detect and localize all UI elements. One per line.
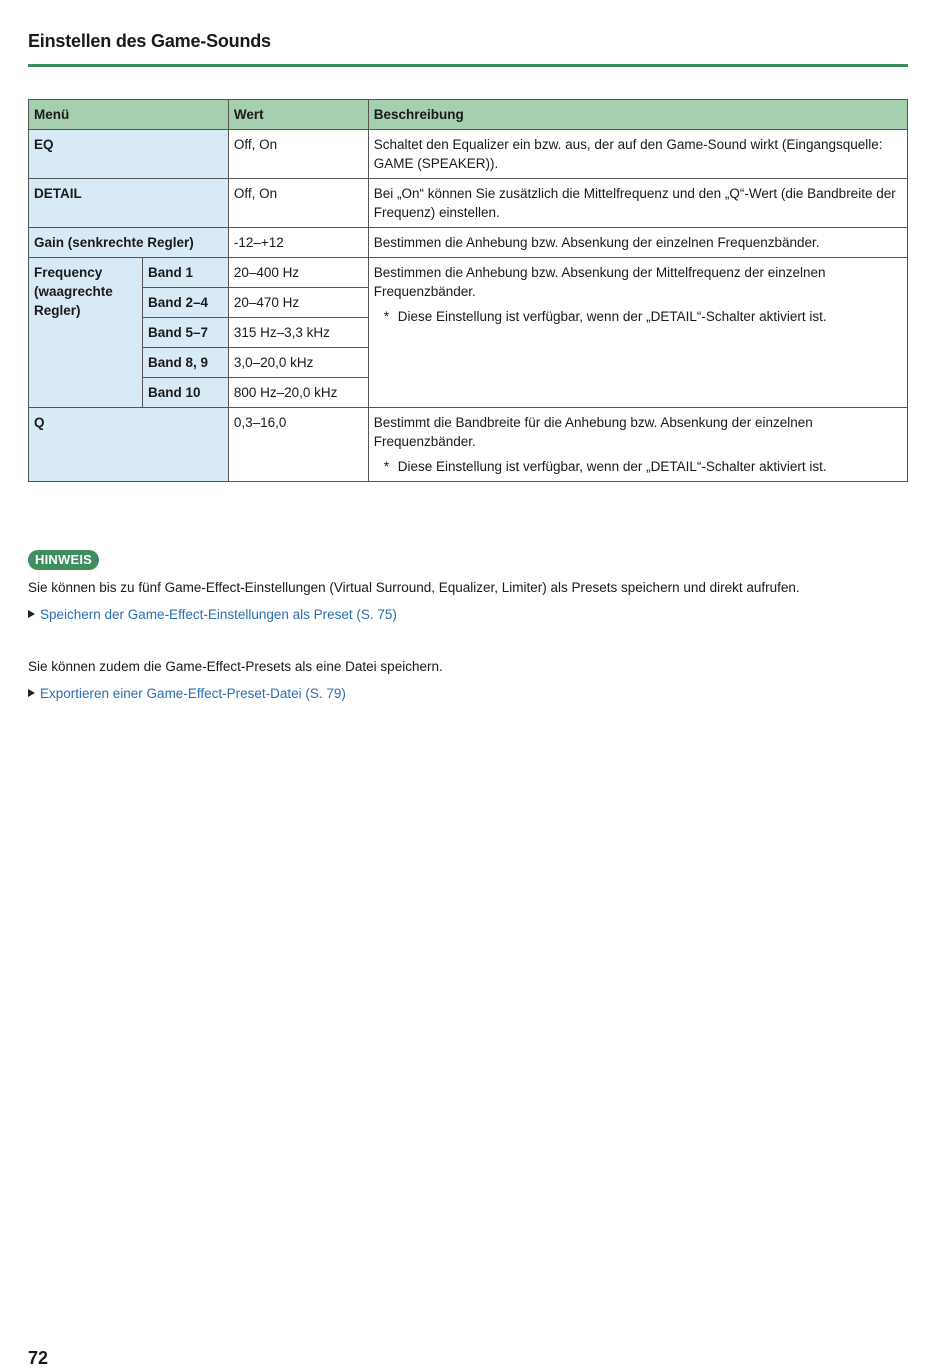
title-divider — [28, 64, 908, 67]
menu-cell-q: Q — [29, 408, 229, 482]
value-cell-gain: -12–+12 — [228, 228, 368, 258]
table-row-detail — [29, 179, 908, 228]
column-header-description: Beschreibung — [368, 100, 907, 130]
band-value-10: 800 Hz–20,0 kHz — [228, 378, 368, 408]
page-title: Einstellen des Game-Sounds — [28, 31, 271, 51]
band-label-1: Band 1 — [142, 258, 228, 288]
band-value-5-7: 315 Hz–3,3 kHz — [228, 318, 368, 348]
description-cell-detail: Bei „On“ können Sie zusätzlich die Mittelfrequenz und den „Q“-Wert (die Bandbreite der Frequenz) einstellen. — [368, 179, 907, 228]
note-asterisk: * — [383, 459, 389, 474]
arrow-right-icon — [28, 689, 35, 697]
band-value-2-4: 20–470 Hz — [228, 288, 368, 318]
frequency-note — [374, 307, 902, 326]
band-label-2-4: Band 2–4 — [142, 288, 228, 318]
hinweis-text-file: Sie können zudem die Game-Effect-Presets als eine Datei speichern. — [28, 659, 443, 674]
arrow-right-icon — [28, 610, 35, 618]
column-header-value: Wert — [228, 100, 368, 130]
link-line-export-preset — [28, 684, 346, 703]
value-cell-detail: Off, On — [228, 179, 368, 228]
note-asterisk: * — [383, 309, 389, 324]
description-cell-q — [368, 408, 907, 482]
q-note-text: Diese Einstellung ist verfügbar, wenn der „DETAIL“-Schalter aktiviert ist. — [397, 459, 827, 474]
link-export-preset[interactable]: Exportieren einer Game-Effect-Preset-Datei (S. 79) — [40, 686, 346, 701]
description-cell-gain: Bestimmen die Anhebung bzw. Absenkung der einzelnen Frequenzbänder. — [368, 228, 907, 258]
menu-cell-frequency: Frequency (waagrechte Regler) — [29, 258, 143, 408]
link-save-preset[interactable]: Speichern der Game-Effect-Einstellungen als Preset (S. 75) — [40, 607, 397, 622]
table-row-gain — [29, 228, 908, 258]
value-cell-q: 0,3–16,0 — [228, 408, 368, 482]
frequency-note-text: Diese Einstellung ist verfügbar, wenn der „DETAIL“-Schalter aktiviert ist. — [397, 309, 827, 324]
description-cell-eq: Schaltet den Equalizer ein bzw. aus, der auf den Game-Sound wirkt (Eingangsquelle: GAME (SPEAKER)). — [368, 130, 907, 179]
hinweis-text-presets: Sie können bis zu fünf Game-Effect-Einstellungen (Virtual Surround, Equalizer, Limiter) als Presets speichern und direkt aufrufen. — [28, 580, 800, 595]
menu-cell-eq: EQ — [29, 130, 229, 179]
table-row-q — [29, 408, 908, 482]
description-cell-frequency — [368, 258, 907, 408]
column-header-menu: Menü — [29, 100, 229, 130]
page-number: 72 — [28, 1348, 49, 1368]
hinweis-badge: HINWEIS — [28, 550, 99, 570]
table-row-eq — [29, 130, 908, 179]
link-line-save-preset — [28, 605, 397, 624]
value-cell-eq: Off, On — [228, 130, 368, 179]
menu-cell-gain: Gain (senkrechte Regler) — [29, 228, 229, 258]
frequency-description-text: Bestimmen die Anhebung bzw. Absenkung der Mittelfrequenz der einzelnen Frequenzbänder. — [373, 265, 826, 299]
band-value-8-9: 3,0–20,0 kHz — [228, 348, 368, 378]
q-description-text: Bestimmt die Bandbreite für die Anhebung bzw. Absenkung der einzelnen Frequenzbänder. — [373, 415, 813, 449]
parameter-table — [28, 99, 908, 482]
band-label-10: Band 10 — [142, 378, 228, 408]
table-header-row — [29, 100, 908, 130]
table-row-band-1 — [29, 258, 908, 288]
menu-cell-detail: DETAIL — [29, 179, 229, 228]
band-value-1: 20–400 Hz — [228, 258, 368, 288]
q-note — [374, 457, 902, 476]
band-label-8-9: Band 8, 9 — [142, 348, 228, 378]
band-label-5-7: Band 5–7 — [142, 318, 228, 348]
